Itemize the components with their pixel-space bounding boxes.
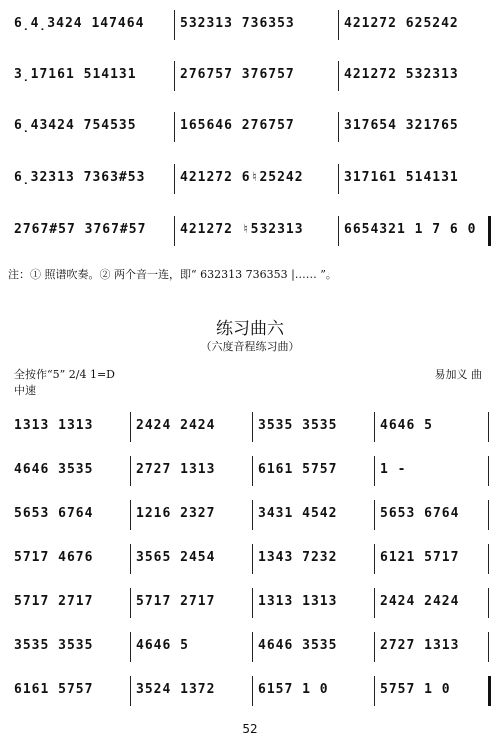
measure: 3535 3535 bbox=[14, 638, 94, 653]
measure: 6̣32313 7363#53 bbox=[14, 170, 146, 185]
system-piece-5 bbox=[8, 582, 492, 626]
measure: 532313 736353 bbox=[180, 16, 295, 31]
barline bbox=[130, 632, 131, 662]
measure: 6654321 1 7 6 0 bbox=[344, 222, 477, 237]
measure: 2767#57 3767#57 bbox=[14, 222, 147, 237]
barline bbox=[174, 61, 175, 91]
measure: 421272 532313 bbox=[344, 67, 459, 82]
final-barline bbox=[488, 676, 491, 706]
measure: 5717 4676 bbox=[14, 550, 94, 565]
system-top-4 bbox=[8, 158, 492, 202]
barline bbox=[130, 456, 131, 486]
footnote: 注：① 照谱吹奏。② 两个音一连，即“ 632313 736353 |…… ”。 bbox=[8, 268, 337, 281]
measure: 4646 5 bbox=[380, 418, 433, 433]
measure: 421272 6♮25242 bbox=[180, 170, 304, 185]
measure: 3565 2454 bbox=[136, 550, 216, 565]
barline bbox=[338, 216, 339, 246]
barline bbox=[374, 456, 375, 486]
system-top-5 bbox=[8, 210, 492, 254]
barline bbox=[338, 112, 339, 142]
measure: 1313 1313 bbox=[258, 594, 338, 609]
barline bbox=[488, 456, 489, 486]
system-piece-3 bbox=[8, 494, 492, 538]
barline bbox=[130, 544, 131, 574]
measure: 6161 5757 bbox=[14, 682, 94, 697]
measure: 5757 1 0 bbox=[380, 682, 451, 697]
measure: 5653 6764 bbox=[380, 506, 460, 521]
measure: 1 - bbox=[380, 462, 407, 477]
final-barline bbox=[488, 216, 491, 246]
barline bbox=[252, 676, 253, 706]
barline bbox=[338, 164, 339, 194]
measure: 3431 4542 bbox=[258, 506, 338, 521]
measure: 1343 7232 bbox=[258, 550, 338, 565]
tempo-marking: 中速 bbox=[14, 384, 36, 397]
barline bbox=[130, 588, 131, 618]
barline bbox=[174, 112, 175, 142]
measure: 3̣17161 514131 bbox=[14, 67, 137, 82]
measure: 165646 276757 bbox=[180, 118, 295, 133]
measure: 5717 2717 bbox=[136, 594, 216, 609]
measure: 6̣43424 754535 bbox=[14, 118, 137, 133]
measure: 4646 5 bbox=[136, 638, 189, 653]
measure: 421272 ♮532313 bbox=[180, 222, 304, 237]
measure: 6121 5717 bbox=[380, 550, 460, 565]
measure: 2424 2424 bbox=[136, 418, 216, 433]
barline bbox=[338, 10, 339, 40]
barline bbox=[488, 632, 489, 662]
measure: 4646 3535 bbox=[14, 462, 94, 477]
system-top-1 bbox=[8, 4, 492, 48]
measure: 5653 6764 bbox=[14, 506, 94, 521]
system-top-3 bbox=[8, 106, 492, 150]
measure: 421272 625242 bbox=[344, 16, 459, 31]
measure: 6157 1 0 bbox=[258, 682, 329, 697]
barline bbox=[252, 500, 253, 530]
measure: 3524 1372 bbox=[136, 682, 216, 697]
system-piece-6 bbox=[8, 626, 492, 670]
barline bbox=[252, 412, 253, 442]
barline bbox=[374, 588, 375, 618]
barline bbox=[252, 456, 253, 486]
measure: 276757 376757 bbox=[180, 67, 295, 82]
barline bbox=[374, 500, 375, 530]
measure: 6̣4̣3424 147464 bbox=[14, 16, 145, 31]
page-number: 52 bbox=[242, 722, 258, 736]
barline bbox=[252, 544, 253, 574]
measure: 1313 1313 bbox=[14, 418, 94, 433]
system-piece-7 bbox=[8, 670, 492, 714]
fingering-key: 全按作“5” 2/4 1=D bbox=[14, 368, 115, 381]
barline bbox=[374, 544, 375, 574]
measure: 6161 5757 bbox=[258, 462, 338, 477]
barline bbox=[374, 412, 375, 442]
barline bbox=[252, 588, 253, 618]
measure: 5717 2717 bbox=[14, 594, 94, 609]
barline bbox=[130, 412, 131, 442]
piece-title: 练习曲六 bbox=[216, 319, 284, 339]
barline bbox=[488, 588, 489, 618]
system-piece-1 bbox=[8, 406, 492, 450]
measure: 2424 2424 bbox=[380, 594, 460, 609]
barline bbox=[174, 164, 175, 194]
barline bbox=[174, 10, 175, 40]
barline bbox=[488, 412, 489, 442]
barline bbox=[130, 500, 131, 530]
measure: 2727 1313 bbox=[380, 638, 460, 653]
measure: 3535 3535 bbox=[258, 418, 338, 433]
composer: 易加义 曲 bbox=[434, 368, 482, 381]
system-piece-2 bbox=[8, 450, 492, 494]
barline bbox=[374, 632, 375, 662]
barline bbox=[338, 61, 339, 91]
barline bbox=[488, 500, 489, 530]
barline bbox=[174, 216, 175, 246]
measure: 4646 3535 bbox=[258, 638, 338, 653]
measure: 317654 321765 bbox=[344, 118, 459, 133]
barline bbox=[252, 632, 253, 662]
barline bbox=[374, 676, 375, 706]
system-piece-4 bbox=[8, 538, 492, 582]
measure: 1216 2327 bbox=[136, 506, 216, 521]
system-top-2 bbox=[8, 55, 492, 99]
piece-subtitle: （六度音程练习曲） bbox=[200, 340, 300, 353]
barline bbox=[488, 544, 489, 574]
barline bbox=[130, 676, 131, 706]
measure: 317161 514131 bbox=[344, 170, 459, 185]
measure: 2727 1313 bbox=[136, 462, 216, 477]
